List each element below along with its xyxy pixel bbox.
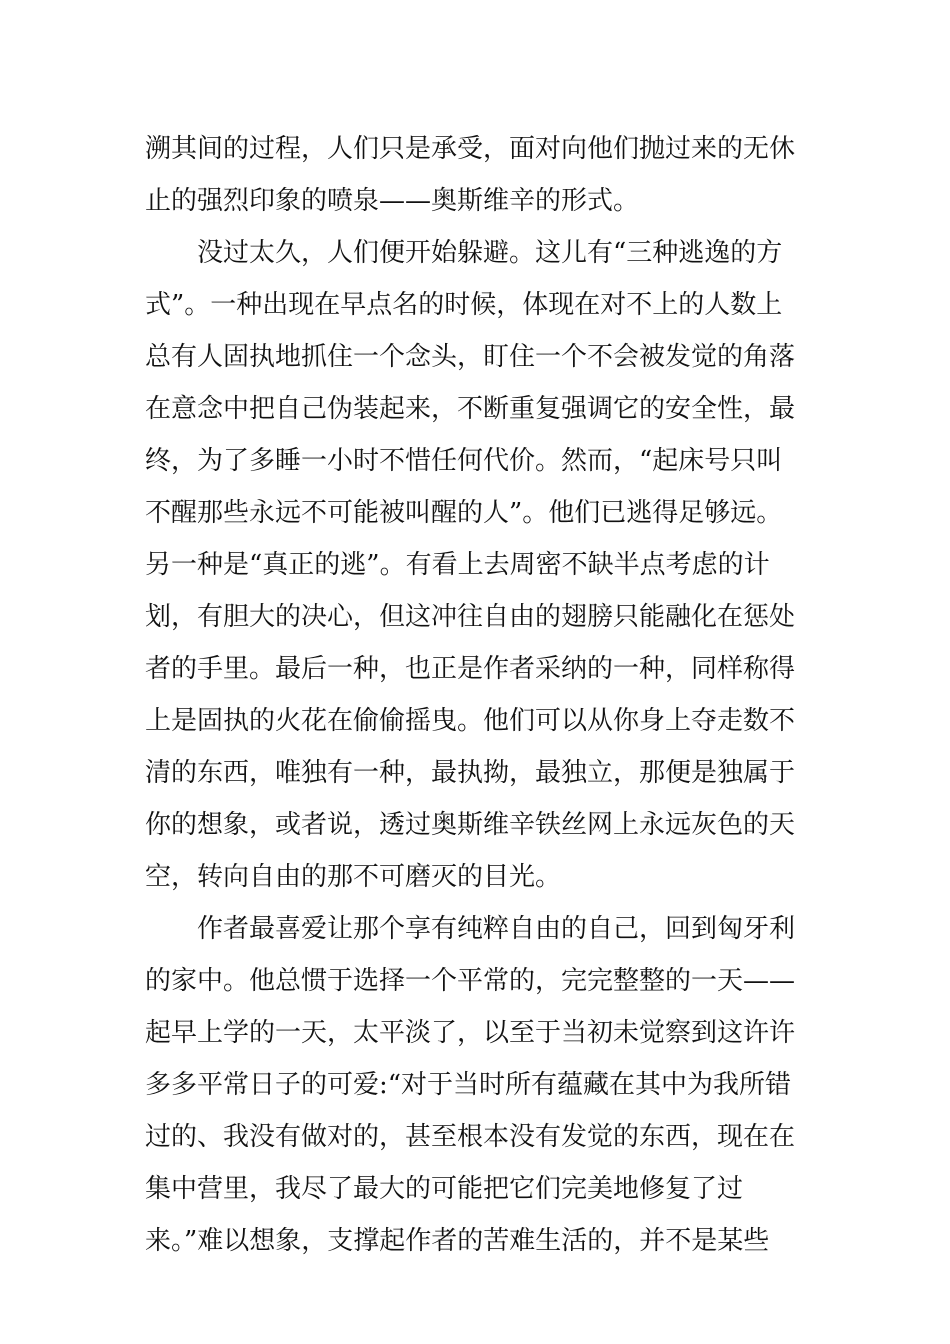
text-line: 划，有胆大的决心，但这冲往自由的翅膀只能融化在惩处: [145, 602, 796, 632]
text-line: 止的强烈印象的喷泉——奥斯维辛的形式。: [145, 186, 640, 216]
text-line: 者的手里。最后一种，也正是作者采纳的一种，同样称得: [145, 654, 796, 684]
text-line: 你的想象，或者说，透过奥斯维辛铁丝网上永远灰色的天: [145, 810, 796, 840]
text-line: 另一种是“真正的逃”。有看上去周密不缺半点考虑的计: [145, 550, 770, 580]
text-line: 来。”难以想象，支撑起作者的苦难生活的，并不是某些: [145, 1226, 770, 1256]
text-line: 没过太久，人们便开始躲避。这儿有“三种逃逸的方: [145, 238, 783, 268]
body-text: [145, 123, 815, 1267]
text-line: 多多平常日子的可爱:“对于当时所有蕴藏在其中为我所错: [145, 1070, 792, 1100]
text-line: 上是固执的火花在偷偷摇曳。他们可以从你身上夺走数不: [145, 706, 796, 736]
text-line: 溯其间的过程，人们只是承受，面对向他们抛过来的无休: [145, 134, 796, 164]
text-line: 在意念中把自己伪装起来，不断重复强调它的安全性，最: [145, 394, 796, 424]
text-line: 清的东西，唯独有一种，最执拗，最独立，那便是独属于: [145, 758, 796, 788]
text-line: 起早上学的一天，太平淡了，以至于当初未觉察到这许许: [145, 1018, 796, 1048]
text-line: 不醒那些永远不可能被叫醒的人”。他们已逃得足够远。: [145, 498, 783, 528]
text-line: 总有人固执地抓住一个念头，盯住一个不会被发觉的角落: [145, 342, 796, 372]
text-line: 的家中。他总惯于选择一个平常的，完完整整的一天——: [145, 966, 796, 996]
text-line: 式”。一种出现在早点名的时候，体现在对不上的人数上: [145, 290, 783, 320]
text-line: 集中营里，我尽了最大的可能把它们完美地修复了过: [145, 1174, 744, 1204]
text-line: 空，转向自由的那不可磨灭的目光。: [145, 862, 562, 892]
text-line: 作者最喜爱让那个享有纯粹自由的自己，回到匈牙利: [145, 914, 796, 944]
text-line: 过的、我没有做对的，甚至根本没有发觉的东西，现在在: [145, 1122, 796, 1152]
text-line: 终，为了多睡一小时不惜任何代价。然而，“起床号只叫: [145, 446, 783, 476]
